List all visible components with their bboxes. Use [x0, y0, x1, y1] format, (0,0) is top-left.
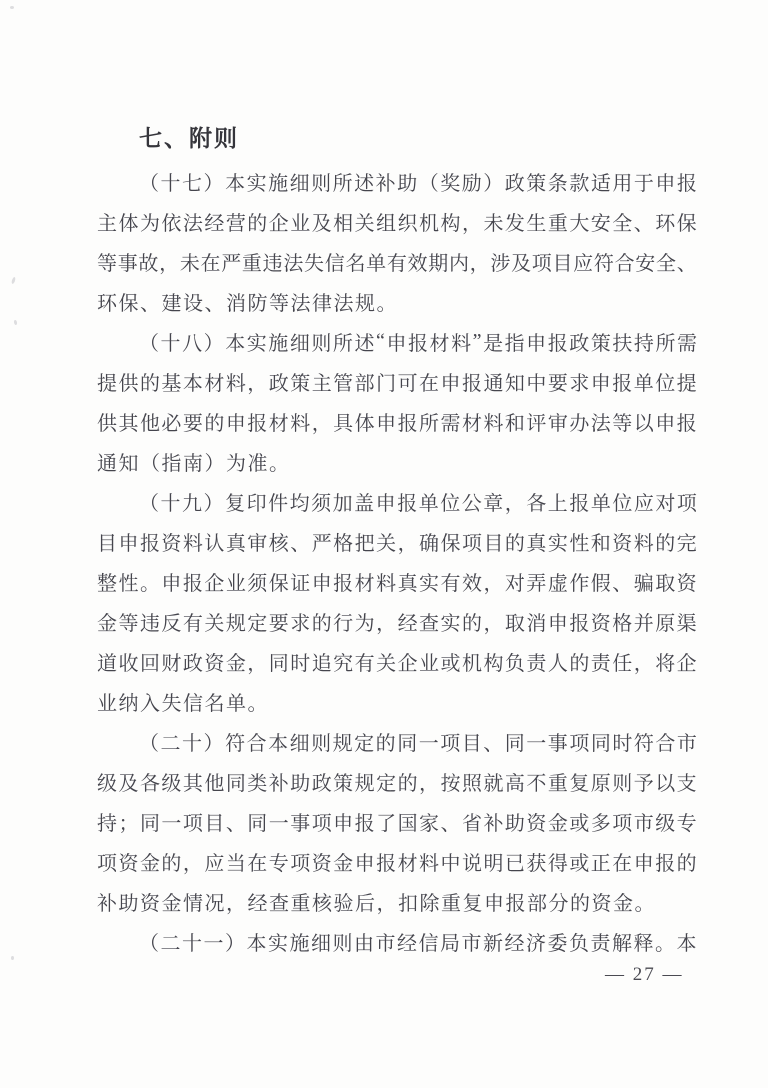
- scan-artifact: [10, 6, 14, 9]
- text-line: （ 二 十 一 ） 本 实 施 细 则 由 市 经 信 局 市 新 经 济 委 负 责 解 释 。 本: [139, 932, 697, 955]
- text-line: 持 ； 同 一 项 目 、 同 一 事 项 申 报 了 国 家 、 省 补 助 资 金 或 多 项 市 级 专: [97, 812, 697, 835]
- text-line: 道 收 回 财 政 资 金 ， 同 时 追 究 有 关 企 业 或 机 构 负 责 人 的 责 任 ， 将 企: [97, 652, 697, 675]
- document-content: [97, 124, 697, 961]
- text-line: （ 十 七 ） 本 实 施 细 则 所 述 补 助 （ 奖 励 ） 政 策 条 款 适 用 于 申 报: [139, 172, 697, 195]
- text-line: 目 申 报 资 料 认 真 审 核 、 严 格 把 关 ， 确 保 项 目 的 真 实 性 和 资 料 的 完: [97, 532, 697, 555]
- text-line: 通 知 （ 指 南 ） 为 准 。: [97, 452, 289, 475]
- text-line: （ 十 八 ） 本 实 施 细 则 所 述 “ 申 报 材 料 ” 是 指 申 报 政 策 扶 持 所 需: [139, 329, 697, 355]
- text-line: 提 供 的 基 本 材 料 ， 政 策 主 管 部 门 可 在 申 报 通 知 中 要 求 申 报 单 位 提: [97, 372, 697, 395]
- scan-artifact: [14, 320, 18, 326]
- document-body: [97, 161, 697, 961]
- text-line: （ 二 十 ） 符 合 本 细 则 规 定 的 同 一 项 目 、 同 一 事 项 同 时 符 合 市: [139, 732, 697, 755]
- text-line: 项 资 金 的 ， 应 当 在 专 项 资 金 申 报 材 料 中 说 明 已 获 得 或 正 在 申 报 的: [97, 852, 697, 875]
- scan-artifact: [11, 277, 16, 285]
- text-line: 主 体 为 依 法 经 营 的 企 业 及 相 关 组 织 机 构 ， 未 发 生 重 大 安 全 、 环 保: [97, 212, 697, 235]
- text-line: 环 保 、 建 设 、 消 防 等 法 律 法 规 。: [97, 292, 397, 315]
- section-title: 七、附则: [139, 126, 239, 151]
- text-line: 业 纳 入 失 信 名 单 。: [97, 692, 268, 715]
- text-line: 等 事 故 ， 未 在 严 重 违 法 失 信 名 单 有 效 期 内 ， 涉 及 项 目 应 符 合 安 全 、: [97, 252, 697, 275]
- page-number: — 27 —: [605, 964, 684, 985]
- scan-artifact: [11, 956, 14, 960]
- text-line: 金 等 违 反 有 关 规 定 要 求 的 行 为 ， 经 查 实 的 ， 取 消 申 报 资 格 并 原 渠: [97, 612, 697, 635]
- text-line: 级 及 各 级 其 他 同 类 补 助 政 策 规 定 的 ， 按 照 就 高 不 重 复 原 则 予 以 支: [97, 772, 697, 795]
- text-line: （ 十 九 ） 复 印 件 均 须 加 盖 申 报 单 位 公 章 ， 各 上 报 单 位 应 对 项: [139, 492, 697, 515]
- text-line: 供 其 他 必 要 的 申 报 材 料 ， 具 体 申 报 所 需 材 料 和 评 审 办 法 等 以 申 报: [97, 412, 697, 435]
- text-line: 整 性 。 申 报 企 业 须 保 证 申 报 材 料 真 实 有 效 ， 对 弄 虚 作 假 、 骗 取 资: [97, 572, 697, 595]
- text-line: 补 助 资 金 情 况 ， 经 查 重 核 验 后 ， 扣 除 重 复 申 报 部 分 的 资 金 。: [97, 892, 655, 915]
